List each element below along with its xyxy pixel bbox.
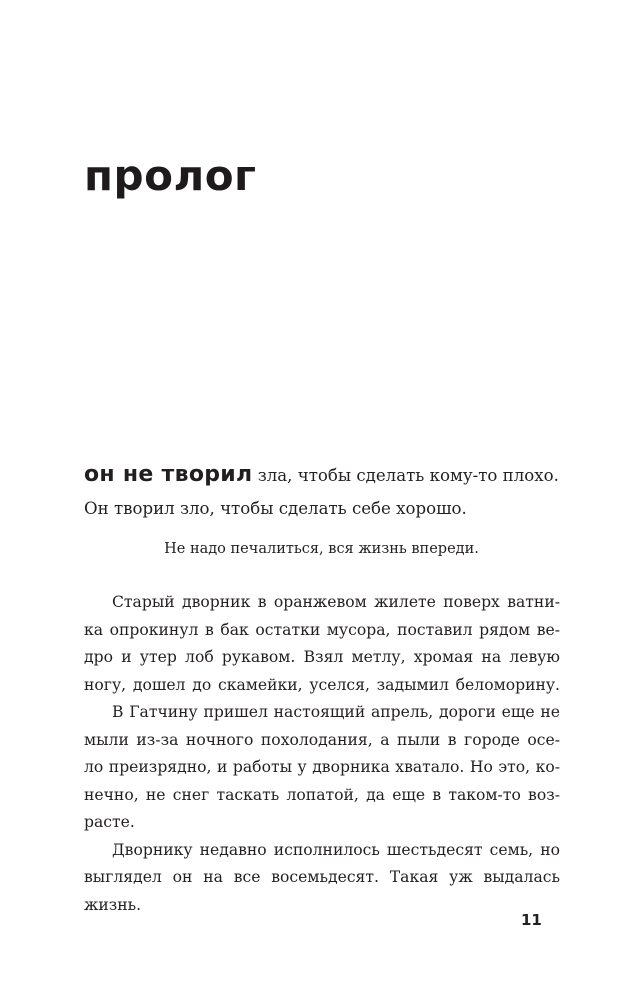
- paragraph-3-line-2: выглядел он на все восемьдесят. Такая уж выдалась: [84, 868, 560, 886]
- body-text: [84, 589, 560, 919]
- epigraph-lead-in: он не творил: [84, 462, 253, 487]
- paragraph-2-line-3: ло преизрядно, и работы у дворника хватало. Но это, ко-: [84, 758, 560, 776]
- motto: Не надо печалиться, вся жизнь впереди.: [164, 541, 479, 557]
- page-number: 11: [521, 911, 542, 929]
- paragraph-1-line-3: дро и утер лоб рукавом. Взял метлу, хромая на левую: [84, 648, 560, 666]
- epigraph-line-1: [84, 458, 560, 492]
- paragraph-2-line-2: мыли из-за ночного похолодания, а пыли в городе осе-: [84, 730, 560, 749]
- epigraph: [84, 458, 560, 525]
- paragraph-1-line-2: ка опрокинул в бак остатки мусора, поставил рядом ве-: [84, 620, 560, 639]
- paragraph-1-line-1: Старый дворник в оранжевом жилете поверх ватни-: [112, 593, 560, 611]
- paragraph-2-line-4: нечно, не снег таскать лопатой, да еще в таком-то воз-: [84, 785, 560, 804]
- paragraph-1-line-4: ногу, дошел до скамейки, уселся, задымил беломорину.: [84, 675, 560, 694]
- chapter-title: пролог: [84, 151, 257, 200]
- epigraph-line-1-rest: зла, чтобы сделать кому-то плохо.: [252, 466, 559, 485]
- epigraph-line-2: Он творил зло, чтобы сделать себе хорошо.: [84, 499, 467, 518]
- paragraph-2-line-5: расте.: [84, 813, 135, 831]
- paragraph-3-line-3: жизнь.: [84, 895, 142, 914]
- paragraph-3-line-1: Дворнику недавно исполнилось шестьдесят семь, но: [112, 840, 560, 859]
- paragraph-2-line-1: В Гатчину пришел настоящий апрель, дороги еще не: [112, 703, 560, 721]
